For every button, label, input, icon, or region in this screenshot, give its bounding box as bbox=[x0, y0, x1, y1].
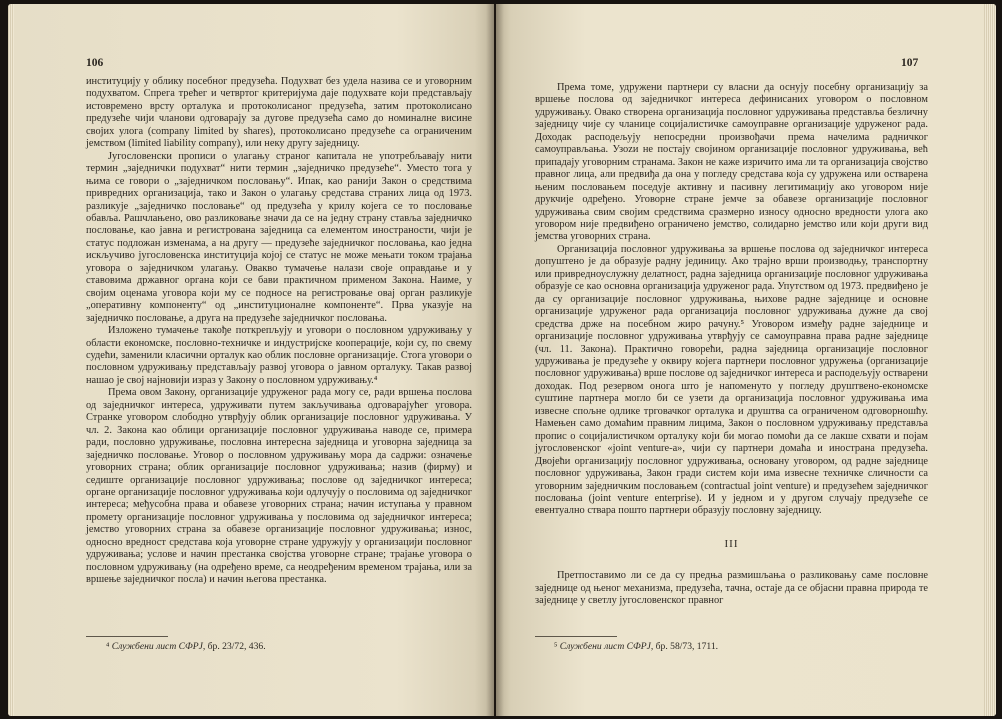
footnote-rule bbox=[535, 636, 617, 637]
section-heading: III bbox=[724, 537, 739, 550]
left-page bbox=[8, 4, 494, 716]
page-edge-left bbox=[8, 4, 14, 716]
paragraph: Југословенски прописи о улагању страног капитала не употребљавају нити термин „заједнички подухват“ нити термин „заједничко предузеће“. Уместо тога у њима се говори о „заједничком пословању“. Ипак, као ранији Закон о средствима привредних организација, тако и Закон о улагању средстава страних лица од 1973. разликује „заједничко пословање“ од предузећа у крилу којега се то пословање обавља. Рашчлањено, ово разликовање значи да се на једну страну ставља заједничко пословање, као јавна и регистрована заједница са елементом иностраности, чији је статус подложан изменама, а на другу — предузеће заједничког пословања, као једна искључиво југословенска институција којој се статус не може мењати током трајања уговора о заједничком улагању. Овакво тумачење налази своје оправдање и у ставовима државног органа који се бави практичном применом Закона. Наиме, у својим оценама уговора који му се подносе на регистровање овај орган разликује „оперативну компоненту“ од „институционалне компоненте“. Прва указује на заједничко пословање, а друга на предузеће заједничког пословања. bbox=[86, 150, 472, 324]
paragraph: Према овом Закону, организације удруженог рада могу се, ради вршења послова од заједничког интереса, удруживати путем закључивања одговарајућег уговора. Странке уговором слободно утврђују облик организације пословног удруживања. У чл. 2. Закона као облици организације пословног удруживања наводе се, примера ради, пословно удруживање, пословна интересна заједница и уговорна заједница за заједничко пословање. Уговор о пословном удруживању мора да садржи: означење уговорних страна; облик организације пословног удруживања; назив (фирму) и седиште организације пословног удруживања; послове од заједничког интереса; органе организације пословног удруживања који одлучују о пословима од заједничког интереса; међусобна права и обавезе уговорних страна; начин иступања у правном промету организације пословног удруживања у пословима од заједничког интереса; јемство уговорних страна за обавезе организације пословног удруживања; износ, односно вредност средстава која уговорне стране удружују у организацији пословног удруживања; услове и начин престанка својства уговорне стране; трајање уговора о пословном удруживању (на одређено време, са неодређеним временом трајања, или за вршење заједничког посла) и начин његова престанка. bbox=[86, 387, 472, 586]
footnote bbox=[106, 641, 266, 652]
paragraph: институцију у облику посебног предузећа. Подухват без удела назива се и уговорним подухватом. Спрега трећег и четвртог критеријума даје подухвате који представљају истовремено врсту орталука и протоколисаног предузећа, затим протоколисано предузеће чији чланови одговарају за дугове предузећа само до номиналне висине својих улога (company limited by shares), протоколисано предузеће са ограниченим јемством (limited liability company), или неку другу заједницу. bbox=[86, 76, 472, 150]
left-page-body bbox=[86, 76, 472, 587]
page-number-right: 107 bbox=[901, 57, 919, 69]
footnote-source: Службени лист СФРЈ, bbox=[111, 641, 206, 652]
footnote-source: Службени лист СФРЈ, bbox=[559, 641, 654, 652]
page-edge-right bbox=[984, 4, 996, 716]
paragraph: Изложено тумачење такође поткрепљују и уговори о пословном удруживању у области економске, пословно-техничке и индустријске кооперације, који су, по свему судећи, заменили класични орталук као облик пословне организације. Стога уговори о пословном удруживању представљају развој уговора о јавном орталуку. Такав развој нашао је свој најновији израз у Закону о пословном удруживању.⁴ bbox=[86, 325, 472, 386]
footnote-mark: ⁵ bbox=[554, 641, 558, 652]
footnote-ref: бр. 58/73, 1711. bbox=[653, 641, 719, 652]
right-page-body bbox=[535, 82, 928, 608]
footnote bbox=[554, 641, 718, 652]
paragraph: Према томе, удружени партнери су власни да оснују посебну организацију за вршење послова од заједничког интереса дефинисаних уговором о пословном удруживању. Овако створена организација пословног удруживања представља безличну заједницу чије су чланице социјалистичке самоуправне организације удруженог рада. Доходак расподељују непосредни произвођачи према начелима радничког самоуправљања. Узоzи не постају својином организације пословног удруживања, већ припадају уговорним странама. Закон не каже изричито има ли та организација својство правног лица, али предвиђа да она у погледу средстава која су удружена или остварена њеним пословањем поседује активну и пасивну легитимацију ако уговором није друкчије одређено. Уговорне стране јемче за обавезе организације пословног удруживања свим својим средствима сразмерно износу односно вредности улога ако уговором није предвиђено ограничено јемство, солидарно јемство или који други вид јемства уговорних страна. bbox=[535, 82, 928, 243]
paragraph: Претпоставимо ли се да су предња размишљања о разликовању саме пословне заједнице од њеног механизма, предузећа, тачна, остаје да се објасни правна природа те заједнице у светлу југословенског правног bbox=[535, 570, 928, 607]
page-number-left: 106 bbox=[86, 57, 104, 69]
footnote-ref: бр. 23/72, 436. bbox=[205, 641, 266, 652]
paragraph: Организација пословног удруживања за вршење послова од заједничког интереса допуштено је да образује радну јединицу. Ако трајно врши производњу, транспортну или привредноуслужну делатност, радна заједница организације пословног удруживања образује се као основна организација удруженог рада. Упутством од 1973. предвиђено је да су организације пословног удруживања, њихове радне заједнице и основне организације удруженог рада организација пословног удруживања дужне да свој средства држе на посебном жиро рачуну.⁵ Уговором између радне заједнице и организације пословног удруживања утврђују се самоуправна права радне заједнице (чл. 11. Закона). Практично говорећи, радна заједница организације пословног удруживања је предузеће у оквиру којега партнери пословног удружења (организације пословног удруживања) врше послове од заједничког интереса и расподељују остварени доходак. Под резервом онога што је напоменуто у погледу друштвено-економске суштине партнера могло би се узети да организација пословног удруживања има извесне спољне одлике трговачког орталука и друштва са ограниченом одговорношћу. Намењен само домаћим правним лицима, Закон о пословном удруживању представља пропис о социјалистичком орталуку који би могао помоћи да се лакше схвати и појам југословенског «joint venture-а», чији су партнери домаћа и инострана предузећа. Двојећи организацију пословног удруживања, основану уговором, од радне заједнице пословног удруживања, Закон гради систем који има извесне техничке сличности са уговорним заједничким пословањем (contractual joint venture) и предузећем заједничког пословања (joint venture enterprise). И у једном и у другом случају предузеће се евентуално ствара пошто партнери образују пословну заједницу. bbox=[535, 243, 928, 517]
footnote-mark: ⁴ bbox=[106, 641, 110, 652]
footnote-rule bbox=[86, 636, 168, 637]
right-page bbox=[496, 4, 996, 716]
